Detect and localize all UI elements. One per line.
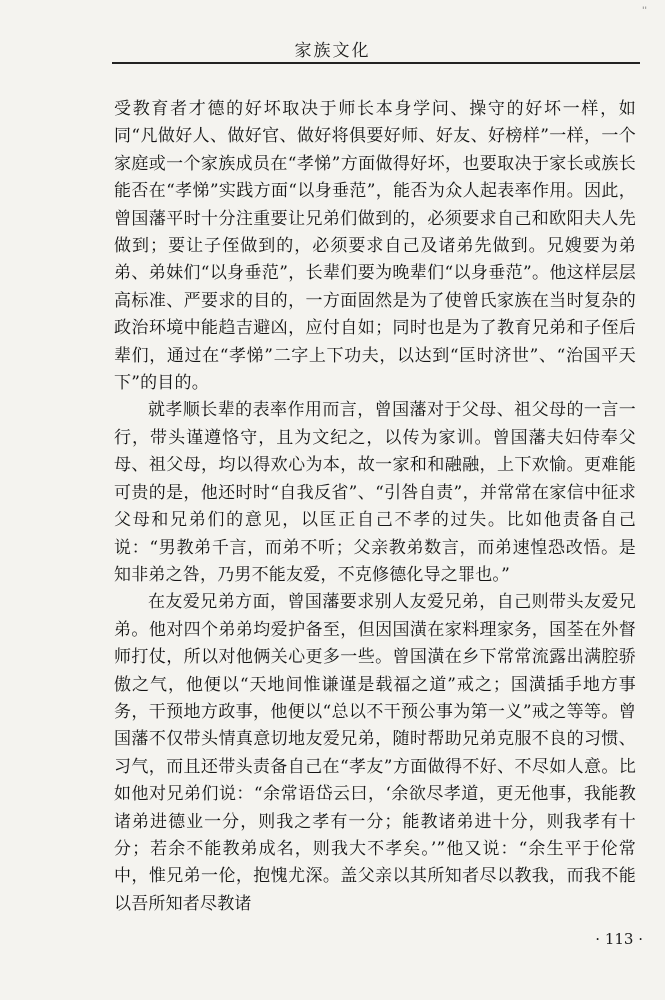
body-text <box>114 96 636 918</box>
paragraph-1: 受教育者才德的好坏取决于师长本身学问、操守的好坏一样，如同“凡做好人、做好官、做好将俱要好师、好友、好榜样”一样，一个家庭或一个家族成员在“孝悌”方面做得好坏，也要取决于家长或族长能否在“孝悌”实践方面“以身垂范”，能否为众人起表率作用。因此，曾国藩平时十分注重要让兄弟们做到的，必须要求自己和欧阳夫人先做到；要让子侄做到的，必须要求自己及诸弟先做到。兄嫂要为弟弟、弟妹们“以身垂范”，长辈们要为晚辈们“以身垂范”。他这样层层高标准、严要求的目的，一方面固然是为了使曾氏家族在当时复杂的政治环境中能趋吉避凶，应付自如；同时也是为了教育兄弟和子侄后辈们，通过在“孝悌”二字上下功夫，以达到“匡时济世”、“治国平天下”的目的。 <box>114 99 636 394</box>
page-number: · 113 · <box>595 930 643 948</box>
running-header-title: 家族文化 <box>294 41 371 61</box>
paragraph-2: 就孝顺长辈的表率作用而言，曾国藩对于父母、祖父母的一言一行，带头谨遵恪守，且为文纪之，以传为家训。曾国藩夫妇侍奉父母、祖父母，均以得欢心为本，故一家和和融融，上下欢愉。更难能可贵的是，他还时时“自我反省”、“引咎自责”，并常常在家信中征求父母和兄弟们的意见，以匡正自己不孝的过失。比如他责备自己说：“男教弟千言，而弟不听；父亲教弟数言，而弟速惶恐改悟。是知非弟之咎，乃男不能友爱，不克修德化导之罪也。” <box>114 400 636 585</box>
corner-scan-mark: '' <box>642 6 647 16</box>
paragraph-3: 在友爱兄弟方面，曾国藩要求别人友爱兄弟，自己则带头友爱兄弟。他对四个弟弟均爱护备至，但因国潢在家料理家务，国荃在外督师打仗，所以对他俩关心更多一些。曾国潢在乡下常常流露出满腔骄傲之气，他便以“天地间惟谦谨是载福之道”戒之；国潢插手地方事务，干预地方政事，他便以“总以不干预公事为第一义”戒之等等。曾国藩不仅带头情真意切地友爱兄弟，随时帮助兄弟克服不良的习惯、习气，而且还带头责备自己在“孝友”方面做得不好、不尽如人意。比如他对兄弟们说：“余常语岱云曰，‘余欲尽孝道，更无他事，我能教诸弟进德业一分，则我之孝有一分；能教诸弟进十分，则我孝有十分；若余不能教弟成名，则我大不孝矣。’”他又说：“余生平于伦常中，惟兄弟一伦，抱愧尤深。盖父亲以其所知者尽以教我，而我不能以吾所知者尽教诸 <box>114 592 636 914</box>
header-rule <box>112 62 640 64</box>
